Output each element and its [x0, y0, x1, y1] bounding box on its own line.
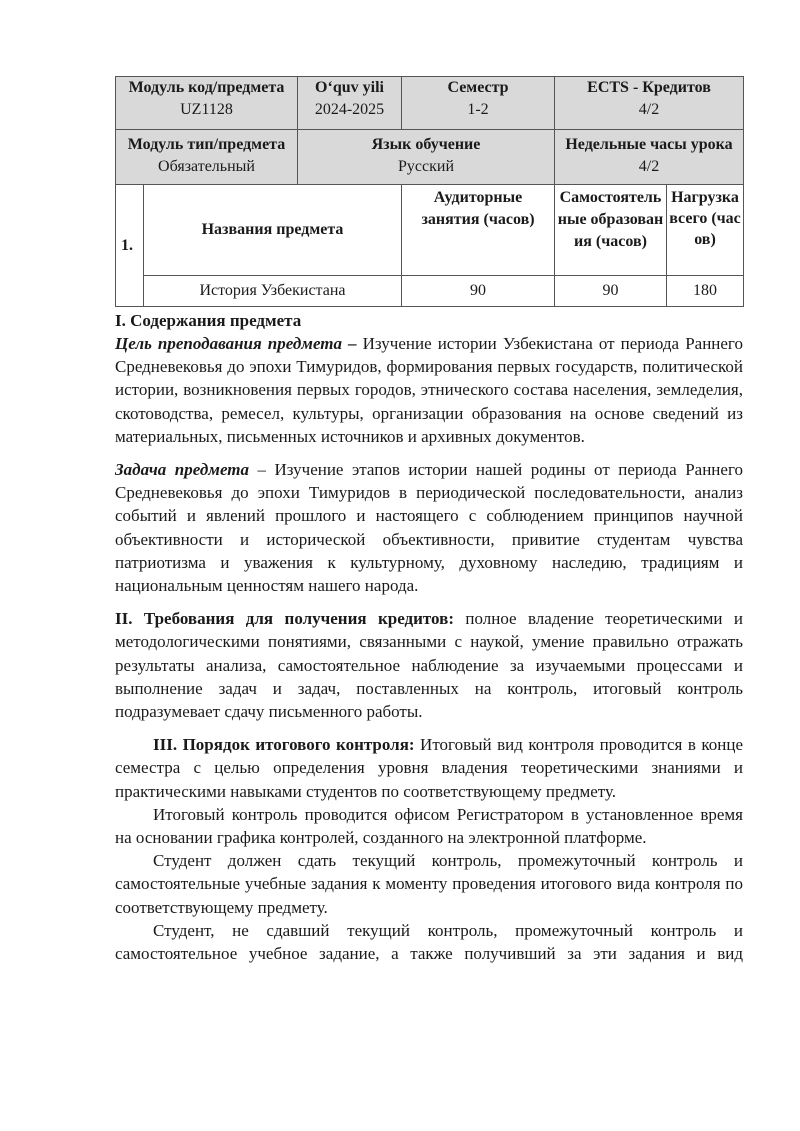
table-row	[116, 276, 744, 307]
semester-cell: Семестр 1-2	[402, 77, 555, 130]
final-control-text: Итоговый вид контроля проводится в конце семестра с целью определения уровня владения теоретическими знаниями и практическими навыками студентов по соответствующему предмету.	[115, 735, 743, 801]
module-type-cell: Модуль тип/предмета Обязательный	[116, 130, 298, 185]
credit-requirements-text: полное владение теоретическими и методологическими понятиями, связанными с наукой, умение правильно отражать результаты анализа, самостоятельное наблюдение за изучаемыми процессами и выполнение задач и задач, поставленных на контроль, итоговый контроль подразумевает сдачу письменного работы.	[115, 609, 743, 722]
row-number: 1.	[116, 185, 144, 307]
failed-submission-paragraph: Студент, не сдавший текущий контроль, промежуточный контроль и самостоятельное учебное задание, а также получивший за эти задания и вид	[115, 920, 743, 964]
task-label: Задача предмета	[115, 460, 249, 480]
table-header-row	[116, 185, 744, 276]
language-cell: Язык обучение Русский	[298, 130, 555, 185]
subject-name-cell: История Узбекистана	[144, 276, 402, 307]
goal-text: Изучение истории Узбекистана от периода Раннего Средневековья до эпохи Тимуридов, формирования первых государств, политической истории, возникновения первых городов, этнического состава населения, земледелия, скотоводства, ремесел, культуры, организации образования на основе сведений из материальных, письменных источников и архивных документов.	[115, 334, 743, 446]
submission-paragraph: Студент должен сдать текущий контроль, промежуточный контроль и самостоятельные учебные задания к моменту проведения итогового вида контроля по соответствующему предмету.	[115, 851, 743, 917]
credit-requirements-label: II. Требования для получения кредитов:	[115, 609, 454, 629]
section-1-title: I. Содержания предмета	[115, 311, 302, 330]
credit-requirements-paragraph	[115, 607, 743, 723]
academic-year-cell: O‘quv yili 2024-2025	[298, 77, 402, 130]
final-control-paragraph	[115, 733, 743, 803]
auditorium-hours-header: Аудиторные занятия (часов)	[402, 185, 555, 276]
final-control-label: III. Порядок итогового контроля:	[153, 735, 415, 755]
goal-label: Цель преподавания предмета –	[115, 334, 357, 353]
registrar-paragraph: Итоговый контроль проводится офисом Регистратором в установленное время на основании графика контролей, созданного на электронной платформе.	[115, 804, 743, 848]
subject-name-header: Названия предмета	[144, 185, 402, 276]
ects-credits-cell: ECTS - Кредитов 4/2	[555, 77, 744, 130]
total-load-cell: 180	[667, 276, 744, 307]
task-paragraph	[115, 458, 743, 597]
goal-paragraph	[115, 332, 743, 448]
auditorium-hours-cell: 90	[402, 276, 555, 307]
course-info-table	[115, 76, 744, 307]
self-study-hours-header: Самостоятельные образования (часов)	[555, 185, 667, 276]
table-row	[116, 130, 744, 185]
document-page	[115, 76, 743, 965]
table-row	[116, 77, 744, 130]
module-code-cell: Модуль код/предмета UZ1128	[116, 77, 298, 130]
task-text: – Изучение этапов истории нашей родины от периода Раннего Средневековья до эпохи Тимуридов в периодической последовательности, анализ событий и явлений прошлого и настоящего с соблюдением принципов научной объективности и исторической объективности, привитие студентам чувства патриотизма и уважения к культурному, духовному наследию, традициям и национальным ценностям нашего народа.	[115, 460, 744, 596]
weekly-hours-cell: Недельные часы урока 4/2	[555, 130, 744, 185]
total-load-header: Нагрузка всего (часов)	[667, 185, 744, 276]
self-study-hours-cell: 90	[555, 276, 667, 307]
